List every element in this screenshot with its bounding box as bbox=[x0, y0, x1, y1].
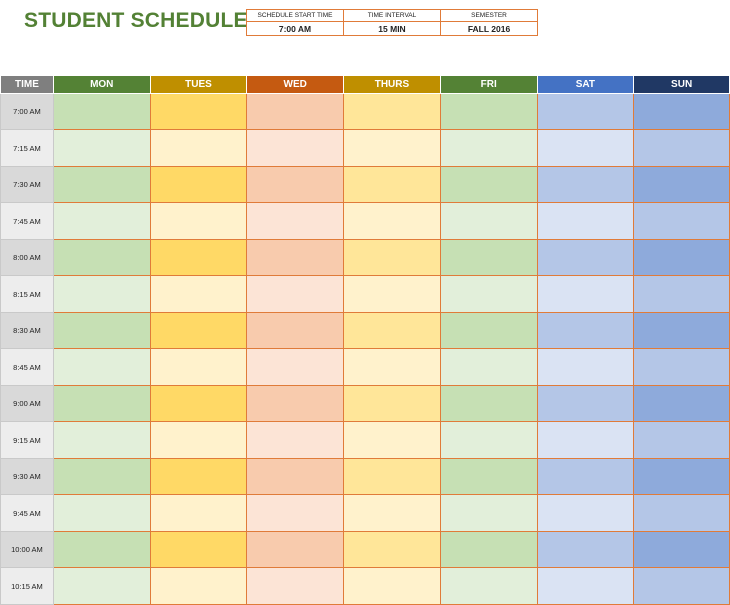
schedule-cell-mon[interactable] bbox=[53, 349, 150, 386]
start-time-label: SCHEDULE START TIME bbox=[247, 10, 344, 22]
schedule-cell-mon[interactable] bbox=[53, 568, 150, 605]
time-column-header: TIME bbox=[1, 76, 54, 94]
schedule-cell-tues[interactable] bbox=[150, 459, 247, 495]
schedule-cell-tues[interactable] bbox=[150, 203, 247, 240]
schedule-cell-sat[interactable] bbox=[537, 532, 634, 568]
schedule-cell-sun[interactable] bbox=[634, 532, 730, 568]
schedule-cell-fri[interactable] bbox=[440, 459, 537, 495]
schedule-cell-sat[interactable] bbox=[537, 386, 634, 422]
schedule-cell-sun[interactable] bbox=[634, 386, 730, 422]
table-row bbox=[1, 459, 730, 495]
schedule-cell-sat[interactable] bbox=[537, 203, 634, 240]
schedule-cell-thurs[interactable] bbox=[344, 495, 441, 532]
table-row bbox=[1, 167, 730, 203]
schedule-cell-tues[interactable] bbox=[150, 495, 247, 532]
schedule-cell-sat[interactable] bbox=[537, 422, 634, 459]
schedule-cell-fri[interactable] bbox=[440, 349, 537, 386]
time-slot-label: 8:45 AM bbox=[1, 349, 54, 386]
time-slot-label: 7:30 AM bbox=[1, 167, 54, 203]
schedule-cell-fri[interactable] bbox=[440, 276, 537, 313]
day-header-thurs: THURS bbox=[344, 76, 441, 94]
schedule-cell-sat[interactable] bbox=[537, 349, 634, 386]
time-slot-label: 9:30 AM bbox=[1, 459, 54, 495]
semester-value[interactable]: FALL 2016 bbox=[441, 22, 538, 36]
time-slot-label: 7:15 AM bbox=[1, 130, 54, 167]
schedule-cell-sun[interactable] bbox=[634, 495, 730, 532]
schedule-cell-mon[interactable] bbox=[53, 459, 150, 495]
schedule-cell-wed[interactable] bbox=[247, 386, 344, 422]
schedule-cell-tues[interactable] bbox=[150, 94, 247, 130]
schedule-cell-mon[interactable] bbox=[53, 495, 150, 532]
schedule-cell-wed[interactable] bbox=[247, 203, 344, 240]
schedule-cell-fri[interactable] bbox=[440, 203, 537, 240]
schedule-cell-fri[interactable] bbox=[440, 240, 537, 276]
schedule-cell-thurs[interactable] bbox=[344, 276, 441, 313]
schedule-cell-tues[interactable] bbox=[150, 167, 247, 203]
schedule-cell-wed[interactable] bbox=[247, 240, 344, 276]
table-row bbox=[1, 422, 730, 459]
schedule-cell-sun[interactable] bbox=[634, 459, 730, 495]
schedule-cell-sun[interactable] bbox=[634, 130, 730, 167]
schedule-cell-sun[interactable] bbox=[634, 568, 730, 605]
schedule-cell-sat[interactable] bbox=[537, 495, 634, 532]
schedule-cell-sat[interactable] bbox=[537, 459, 634, 495]
schedule-cell-wed[interactable] bbox=[247, 349, 344, 386]
schedule-cell-mon[interactable] bbox=[53, 532, 150, 568]
day-header-sat: SAT bbox=[537, 76, 634, 94]
schedule-cell-fri[interactable] bbox=[440, 386, 537, 422]
schedule-cell-wed[interactable] bbox=[247, 313, 344, 349]
time-slot-label: 9:15 AM bbox=[1, 422, 54, 459]
day-header-mon: MON bbox=[53, 76, 150, 94]
schedule-cell-wed[interactable] bbox=[247, 459, 344, 495]
schedule-cell-tues[interactable] bbox=[150, 422, 247, 459]
schedule-cell-tues[interactable] bbox=[150, 240, 247, 276]
schedule-cell-wed[interactable] bbox=[247, 532, 344, 568]
day-header-tues: TUES bbox=[150, 76, 247, 94]
schedule-cell-wed[interactable] bbox=[247, 495, 344, 532]
semester-label: SEMESTER bbox=[441, 10, 538, 22]
schedule-cell-sat[interactable] bbox=[537, 313, 634, 349]
schedule-cell-thurs[interactable] bbox=[344, 459, 441, 495]
time-slot-label: 10:15 AM bbox=[1, 568, 54, 605]
schedule-cell-sat[interactable] bbox=[537, 130, 634, 167]
schedule-cell-mon[interactable] bbox=[53, 276, 150, 313]
time-interval-value[interactable]: 15 MIN bbox=[344, 22, 441, 36]
schedule-cell-wed[interactable] bbox=[247, 276, 344, 313]
schedule-cell-tues[interactable] bbox=[150, 313, 247, 349]
schedule-cell-thurs[interactable] bbox=[344, 532, 441, 568]
schedule-info-table bbox=[246, 9, 538, 36]
schedule-cell-mon[interactable] bbox=[53, 130, 150, 167]
time-slot-label: 8:00 AM bbox=[1, 240, 54, 276]
schedule-cell-mon[interactable] bbox=[53, 386, 150, 422]
time-interval-label: TIME INTERVAL bbox=[344, 10, 441, 22]
schedule-cell-sun[interactable] bbox=[634, 276, 730, 313]
start-time-value[interactable]: 7:00 AM bbox=[247, 22, 344, 36]
schedule-cell-thurs[interactable] bbox=[344, 203, 441, 240]
schedule-cell-sat[interactable] bbox=[537, 94, 634, 130]
table-row bbox=[1, 203, 730, 240]
schedule-cell-sat[interactable] bbox=[537, 167, 634, 203]
time-slot-label: 8:15 AM bbox=[1, 276, 54, 313]
schedule-cell-mon[interactable] bbox=[53, 422, 150, 459]
schedule-cell-fri[interactable] bbox=[440, 130, 537, 167]
schedule-cell-thurs[interactable] bbox=[344, 349, 441, 386]
schedule-cell-sun[interactable] bbox=[634, 313, 730, 349]
schedule-cell-thurs[interactable] bbox=[344, 313, 441, 349]
table-row bbox=[1, 94, 730, 130]
schedule-grid bbox=[0, 75, 730, 605]
schedule-cell-wed[interactable] bbox=[247, 94, 344, 130]
table-row bbox=[1, 349, 730, 386]
schedule-cell-thurs[interactable] bbox=[344, 130, 441, 167]
table-row bbox=[1, 568, 730, 605]
time-slot-label: 7:45 AM bbox=[1, 203, 54, 240]
day-header-fri: FRI bbox=[440, 76, 537, 94]
schedule-cell-tues[interactable] bbox=[150, 349, 247, 386]
schedule-cell-tues[interactable] bbox=[150, 568, 247, 605]
schedule-cell-sun[interactable] bbox=[634, 240, 730, 276]
schedule-cell-thurs[interactable] bbox=[344, 167, 441, 203]
time-slot-label: 9:45 AM bbox=[1, 495, 54, 532]
schedule-cell-tues[interactable] bbox=[150, 386, 247, 422]
schedule-cell-thurs[interactable] bbox=[344, 240, 441, 276]
schedule-cell-thurs[interactable] bbox=[344, 568, 441, 605]
schedule-cell-fri[interactable] bbox=[440, 495, 537, 532]
schedule-cell-mon[interactable] bbox=[53, 94, 150, 130]
schedule-cell-sun[interactable] bbox=[634, 203, 730, 240]
table-row bbox=[1, 532, 730, 568]
schedule-cell-mon[interactable] bbox=[53, 240, 150, 276]
table-row bbox=[1, 386, 730, 422]
table-row bbox=[1, 240, 730, 276]
schedule-cell-mon[interactable] bbox=[53, 203, 150, 240]
time-slot-label: 7:00 AM bbox=[1, 94, 54, 130]
schedule-cell-tues[interactable] bbox=[150, 276, 247, 313]
table-row bbox=[1, 495, 730, 532]
schedule-cell-thurs[interactable] bbox=[344, 386, 441, 422]
schedule-cell-mon[interactable] bbox=[53, 167, 150, 203]
schedule-cell-sat[interactable] bbox=[537, 568, 634, 605]
schedule-cell-thurs[interactable] bbox=[344, 422, 441, 459]
table-row bbox=[1, 313, 730, 349]
schedule-cell-mon[interactable] bbox=[53, 313, 150, 349]
schedule-cell-fri[interactable] bbox=[440, 568, 537, 605]
schedule-cell-sun[interactable] bbox=[634, 167, 730, 203]
schedule-cell-sun[interactable] bbox=[634, 422, 730, 459]
schedule-cell-fri[interactable] bbox=[440, 94, 537, 130]
table-row bbox=[1, 130, 730, 167]
schedule-cell-wed[interactable] bbox=[247, 568, 344, 605]
time-slot-label: 8:30 AM bbox=[1, 313, 54, 349]
time-slot-label: 9:00 AM bbox=[1, 386, 54, 422]
schedule-cell-sat[interactable] bbox=[537, 240, 634, 276]
schedule-cell-thurs[interactable] bbox=[344, 94, 441, 130]
schedule-cell-sun[interactable] bbox=[634, 94, 730, 130]
schedule-cell-fri[interactable] bbox=[440, 532, 537, 568]
schedule-cell-tues[interactable] bbox=[150, 130, 247, 167]
day-header-sun: SUN bbox=[634, 76, 730, 94]
day-header-wed: WED bbox=[247, 76, 344, 94]
header-row bbox=[1, 76, 730, 94]
schedule-cell-wed[interactable] bbox=[247, 167, 344, 203]
table-row bbox=[1, 276, 730, 313]
page-title: STUDENT SCHEDULE bbox=[24, 9, 248, 32]
schedule-cell-fri[interactable] bbox=[440, 167, 537, 203]
schedule-cell-wed[interactable] bbox=[247, 130, 344, 167]
schedule-cell-sat[interactable] bbox=[537, 276, 634, 313]
schedule-cell-sun[interactable] bbox=[634, 349, 730, 386]
schedule-cell-tues[interactable] bbox=[150, 532, 247, 568]
schedule-cell-fri[interactable] bbox=[440, 313, 537, 349]
schedule-cell-wed[interactable] bbox=[247, 422, 344, 459]
time-slot-label: 10:00 AM bbox=[1, 532, 54, 568]
schedule-cell-fri[interactable] bbox=[440, 422, 537, 459]
